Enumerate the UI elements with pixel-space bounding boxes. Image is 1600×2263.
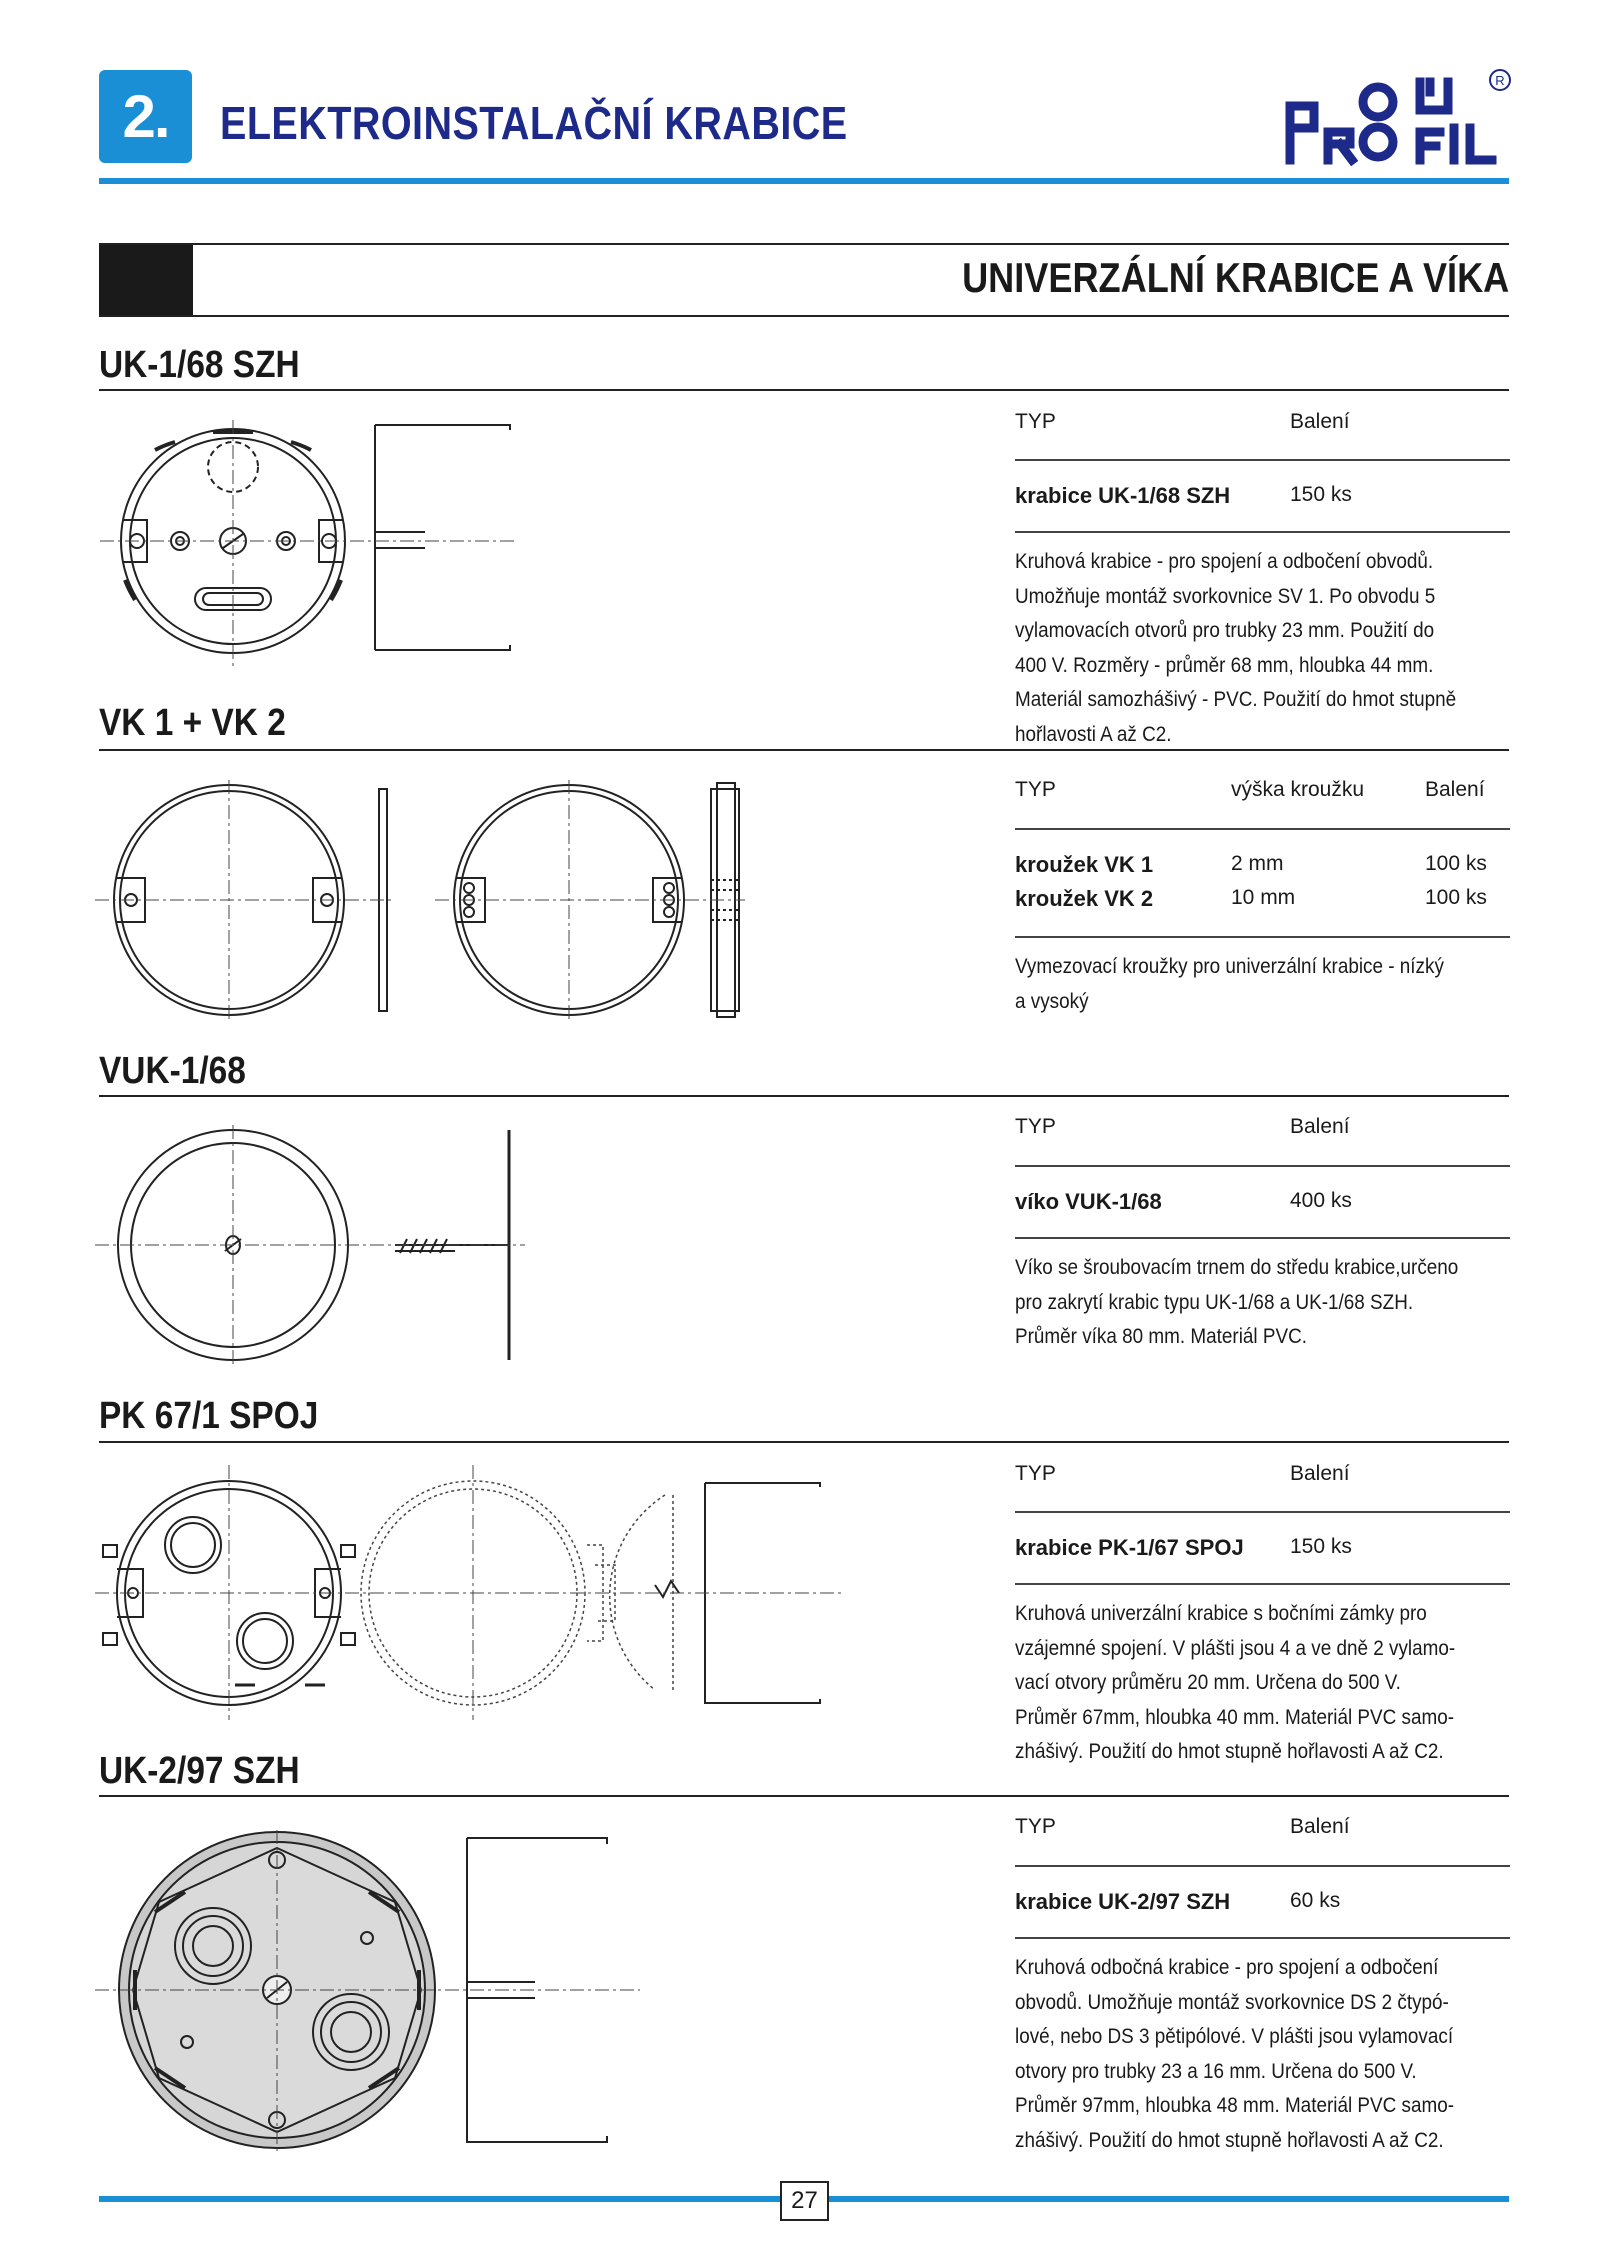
polyprofil-logo (1270, 62, 1520, 170)
product-rule (99, 1795, 1509, 1797)
product-title: VUK-1/68 (99, 1050, 246, 1092)
pk-67-spoj-drawing (95, 1465, 855, 1725)
chapter-number-badge: 2. (99, 70, 192, 163)
column-header: výška kroužku (1231, 778, 1365, 801)
product-description: Kruhová univerzální krabice s bočními zámky pro vzájemné spojení. V plášti jsou 4 a ve dně 2 vylamo- vací otvory průměru 20 mm. Určena do 500 V. Průměr 67mm, hloubka 40 mm. Materiál PVC samo- zhášivý. Použití do hmot stupně hořlavosti A až C2. (1015, 1602, 1456, 1763)
product-packaging: 150 ks (1290, 1535, 1352, 1558)
product-packaging: 400 ks (1290, 1189, 1352, 1212)
column-header: TYP (1015, 1462, 1056, 1485)
product-info-table (1015, 410, 1510, 752)
product-packaging: 150 ks (1290, 483, 1352, 506)
section-bottom-rule (99, 315, 1509, 317)
product-rule (99, 749, 1509, 751)
product-description: Víko se šroubovacím trnem do středu krabice,určeno pro zakrytí krabic typu UK-1/68 a UK-1/68 SZH. Průměr víka 80 mm. Materiál PVC. (1015, 1256, 1459, 1348)
product-rule (99, 1441, 1509, 1443)
product-title: UK-1/68 SZH (99, 344, 300, 386)
product-type: kroužek VK 1 (1015, 852, 1154, 877)
product-type: víko VUK-1/68 (1015, 1189, 1162, 1214)
product-description: Vymezovací kroužky pro univerzální krabice - nízký a vysoký (1015, 955, 1444, 1013)
product-type: krabice UK-1/68 SZH (1015, 483, 1231, 508)
svg-text:R: R (1495, 73, 1505, 88)
column-header: TYP (1015, 1115, 1056, 1138)
product-info-table (1015, 778, 1510, 1019)
product-info-table (1015, 1115, 1510, 1355)
column-header: Balení (1290, 1115, 1350, 1138)
product-type: kroužek VK 2 (1015, 886, 1154, 911)
product-rule (99, 1095, 1509, 1097)
chapter-title: ELEKTROINSTALAČNÍ KRABICE (220, 97, 848, 149)
product-title: VK 1 + VK 2 (99, 702, 286, 744)
vuk-lid-drawing (95, 1125, 545, 1370)
uk-1-68-drawing (95, 420, 525, 680)
section-heading: UNIVERZÁLNÍ KRABICE A VÍKA (961, 254, 1509, 301)
column-header: TYP (1015, 1815, 1056, 1838)
product-title: UK-2/97 SZH (99, 1750, 300, 1792)
header-rule (99, 178, 1509, 184)
product-type: krabice PK-1/67 SPOJ (1015, 1535, 1244, 1560)
product-info-table (1015, 1815, 1510, 2158)
product-title: PK 67/1 SPOJ (99, 1395, 319, 1437)
column-header: TYP (1015, 410, 1056, 433)
product-description: Kruhová krabice - pro spojení a odbočení obvodů. Umožňuje montáž svorkovnice SV 1. Po obvodu 5 vylamovacích otvorů pro trubky 23 mm. Použití do 400 V. Rozměry - průměr 68 mm, hloubka 44 mm. Materiál samozhášivý - PVC. Použití do hmot stupně hořlavosti A až C2. (1015, 550, 1457, 746)
ring-height: 2 mm (1231, 852, 1284, 875)
column-header: Balení (1290, 1815, 1350, 1838)
vk-rings-drawing (95, 780, 755, 1040)
column-header: TYP (1015, 778, 1056, 801)
column-header: Balení (1425, 778, 1485, 801)
product-packaging: 100 ks (1425, 886, 1487, 909)
section-top-rule (99, 243, 1509, 245)
product-type: krabice UK-2/97 SZH (1015, 1889, 1231, 1914)
section-marker-block (99, 245, 193, 315)
product-rule (99, 389, 1509, 391)
uk-2-97-drawing (95, 1830, 655, 2160)
column-header: Balení (1290, 1462, 1350, 1485)
product-packaging: 60 ks (1290, 1889, 1341, 1912)
page-number: 27 (780, 2181, 829, 2221)
column-header: Balení (1290, 410, 1350, 433)
ring-height: 10 mm (1231, 886, 1296, 909)
product-packaging: 100 ks (1425, 852, 1487, 875)
product-info-table (1015, 1462, 1510, 1770)
product-description: Kruhová odbočná krabice - pro spojení a odbočení obvodů. Umožňuje montáž svorkovnice DS 2 čtypó- lové, nebo DS 3 pětipólové. V plášti jsou vylamovací otvory pro trubky 23 a 16 mm. Určena do 500 V. Průměr 97mm, hloubka 48 mm. Materiál PVC samo- zhášivý. Použití do hmot stupně hořlavosti A až C2. (1015, 1956, 1455, 2152)
